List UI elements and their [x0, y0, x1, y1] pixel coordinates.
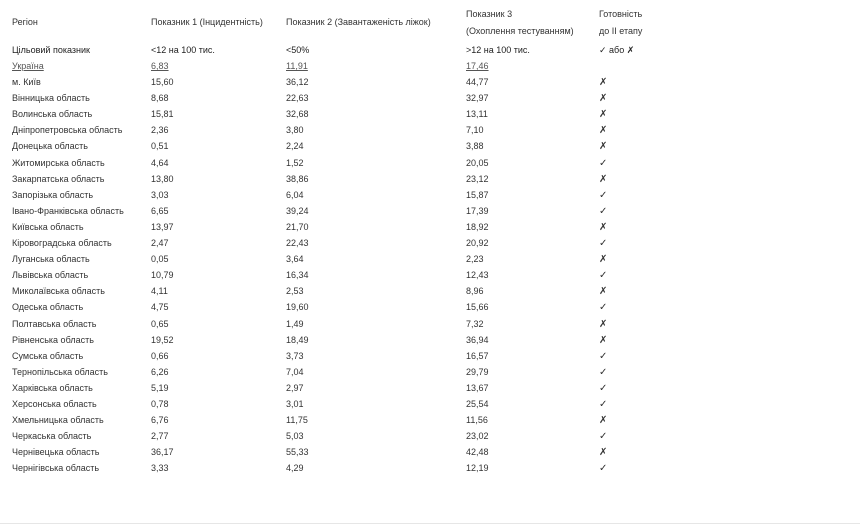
indicator-2-cell: 6,04 [286, 189, 304, 200]
header-row [12, 6, 672, 40]
header-indicator-3 [466, 6, 599, 40]
header-readiness-line1: Готовність [599, 9, 643, 19]
region-cell: Вінницька область [12, 93, 90, 104]
readiness-table [12, 6, 672, 477]
region-cell: Херсонська область [12, 398, 97, 409]
indicator-1-cell: 19,52 [151, 334, 174, 345]
indicator-3-cell: 12,43 [466, 270, 489, 281]
region-cell: Кіровоградська область [12, 238, 112, 249]
indicator-3-cell: 15,87 [466, 189, 489, 200]
indicator-2-cell: 21,70 [286, 221, 309, 232]
region-cell: Волинська область [12, 109, 93, 120]
region-cell: Хмельницька область [12, 415, 104, 426]
indicator-1-cell: 5,19 [151, 382, 169, 393]
indicator-3-cell: 36,94 [466, 334, 489, 345]
indicator-2-cell: 38,86 [286, 173, 309, 184]
header-indicator-2: Показник 2 (Завантаженість ліжок) [286, 17, 431, 27]
region-cell: Львівська область [12, 270, 89, 281]
readiness-mark: ✗ [599, 318, 608, 330]
indicator-2-cell: 1,52 [286, 157, 304, 168]
readiness-mark: ✓ [599, 382, 608, 394]
region-cell: Харківська область [12, 382, 93, 393]
readiness-mark: ✓ [599, 270, 608, 282]
national-indicator-1: 6,83 [151, 61, 169, 71]
readiness-mark: ✓ [599, 238, 608, 250]
table-row [12, 381, 672, 397]
indicator-2-cell: 16,34 [286, 270, 309, 281]
region-cell: Миколаївська область [12, 286, 105, 297]
indicator-1-cell: 6,65 [151, 205, 169, 216]
indicator-2-cell: 2,53 [286, 286, 304, 297]
indicator-3-cell: 2,23 [466, 254, 484, 265]
indicator-1-cell: 4,64 [151, 157, 169, 168]
table-row [12, 365, 672, 381]
region-cell: Житомирська область [12, 157, 105, 168]
indicator-3-cell: 20,05 [466, 157, 489, 168]
national-region: Україна [12, 61, 44, 71]
indicator-2-cell: 7,04 [286, 366, 304, 377]
indicator-1-cell: 13,97 [151, 221, 174, 232]
readiness-mark: ✗ [599, 447, 608, 459]
indicator-2-cell: 2,24 [286, 141, 304, 152]
readiness-mark: ✗ [599, 415, 608, 427]
table-row [12, 349, 672, 365]
indicator-1-cell: 36,17 [151, 447, 174, 458]
table-row [12, 236, 672, 252]
region-cell: Полтавська область [12, 318, 97, 329]
indicator-2-cell: 55,33 [286, 447, 309, 458]
indicator-3-cell: 13,67 [466, 382, 489, 393]
indicator-3-cell: 7,32 [466, 318, 484, 329]
indicator-2-cell: 19,60 [286, 302, 309, 313]
indicator-1-cell: 4,75 [151, 302, 169, 313]
national-indicator-2: 11,91 [286, 61, 308, 71]
region-cell: Сумська область [12, 350, 84, 361]
region-cell: Київська область [12, 221, 84, 232]
region-cell: Закарпатська область [12, 173, 105, 184]
indicator-1-cell: 3,03 [151, 189, 169, 200]
indicator-2-cell: 22,63 [286, 93, 309, 104]
indicator-3-cell: 23,12 [466, 173, 489, 184]
readiness-mark: ✗ [599, 334, 608, 346]
indicator-2-cell: 3,64 [286, 254, 304, 265]
national-indicator-3: 17,46 [466, 61, 489, 71]
region-cell: Дніпропетровська область [12, 125, 123, 136]
indicator-3-cell: 32,97 [466, 93, 489, 104]
table-row [12, 107, 672, 123]
readiness-mark: ✗ [599, 221, 608, 233]
table-row [12, 75, 672, 91]
readiness-mark: ✗ [599, 77, 608, 89]
region-cell: м. Київ [12, 77, 41, 88]
indicator-2-cell: 36,12 [286, 77, 309, 88]
table-row [12, 252, 672, 268]
table-row [12, 172, 672, 188]
table-row [12, 333, 672, 349]
indicator-2-cell: 5,03 [286, 431, 304, 442]
header-indicator-3-line1: Показник 3 [466, 9, 513, 19]
header-readiness-line2: до II етапу [599, 26, 643, 36]
target-indicator-2: <50% [286, 45, 310, 55]
indicator-3-cell: 16,57 [466, 350, 489, 361]
region-cell: Одеська область [12, 302, 84, 313]
indicator-1-cell: 0,66 [151, 350, 169, 361]
indicator-3-cell: 8,96 [466, 286, 484, 297]
region-cell: Запорізька область [12, 189, 94, 200]
indicator-1-cell: 0,65 [151, 318, 169, 329]
national-row [12, 59, 672, 75]
readiness-mark: ✗ [599, 109, 608, 121]
indicator-1-cell: 0,05 [151, 254, 169, 265]
readiness-mark: ✗ [599, 254, 608, 266]
indicator-3-cell: 17,39 [466, 205, 489, 216]
indicator-1-cell: 15,81 [151, 109, 174, 120]
indicator-3-cell: 25,54 [466, 398, 489, 409]
table-header [12, 6, 672, 59]
header-readiness [599, 6, 672, 40]
readiness-mark: ✓ [599, 350, 608, 362]
table-row [12, 429, 672, 445]
indicator-1-cell: 15,60 [151, 77, 174, 88]
readiness-mark: ✗ [599, 286, 608, 298]
table-row [12, 413, 672, 429]
target-readiness: ✓ або ✗ [599, 45, 635, 55]
table-container [12, 6, 672, 477]
national-readiness [599, 59, 672, 75]
readiness-mark: ✓ [599, 157, 608, 169]
indicator-2-cell: 2,97 [286, 382, 304, 393]
indicator-2-cell: 3,73 [286, 350, 304, 361]
header-indicator-1: Показник 1 (Інцидентність) [151, 17, 263, 27]
target-label: Цільовий показник [12, 45, 90, 55]
header-indicator-3-line2: (Охоплення тестуванням) [466, 26, 574, 36]
region-cell: Івано-Франківська область [12, 205, 124, 216]
indicator-1-cell: 0,51 [151, 141, 169, 152]
indicator-3-cell: 44,77 [466, 77, 489, 88]
indicator-1-cell: 4,11 [151, 286, 168, 297]
indicator-1-cell: 3,33 [151, 463, 169, 474]
readiness-mark: ✗ [599, 93, 608, 105]
readiness-mark: ✓ [599, 398, 608, 410]
indicator-2-cell: 32,68 [286, 109, 309, 120]
indicator-1-cell: 8,68 [151, 93, 169, 104]
table-row [12, 461, 672, 477]
indicator-1-cell: 6,76 [151, 415, 169, 426]
indicator-3-cell: 13,11 [466, 109, 488, 120]
target-row [12, 40, 672, 59]
indicator-1-cell: 0,78 [151, 398, 169, 409]
indicator-3-cell: 3,88 [466, 141, 484, 152]
indicator-2-cell: 4,29 [286, 463, 304, 474]
readiness-mark: ✓ [599, 189, 608, 201]
indicator-1-cell: 2,36 [151, 125, 169, 136]
region-cell: Рівненська область [12, 334, 94, 345]
table-row [12, 188, 672, 204]
readiness-mark: ✓ [599, 366, 608, 378]
indicator-3-cell: 18,92 [466, 221, 489, 232]
table-row [12, 268, 672, 284]
table-row [12, 156, 672, 172]
indicator-3-cell: 20,92 [466, 238, 489, 249]
table-row [12, 317, 672, 333]
indicator-1-cell: 13,80 [151, 173, 174, 184]
readiness-mark: ✓ [599, 463, 608, 475]
indicator-2-cell: 22,43 [286, 238, 309, 249]
region-cell: Тернопільська область [12, 366, 108, 377]
readiness-mark: ✗ [599, 173, 608, 185]
readiness-mark: ✓ [599, 302, 608, 314]
table-row [12, 300, 672, 316]
indicator-2-cell: 11,75 [286, 415, 308, 426]
readiness-mark: ✓ [599, 205, 608, 217]
table-row [12, 204, 672, 220]
table-row [12, 91, 672, 107]
readiness-mark: ✗ [599, 141, 608, 153]
target-indicator-1: <12 на 100 тис. [151, 45, 215, 55]
indicator-3-cell: 11,56 [466, 415, 488, 426]
readiness-mark: ✗ [599, 125, 608, 137]
region-cell: Черкаська область [12, 431, 92, 442]
indicator-1-cell: 2,47 [151, 238, 169, 249]
indicator-2-cell: 3,80 [286, 125, 304, 136]
table-body [12, 59, 672, 477]
indicator-3-cell: 15,66 [466, 302, 489, 313]
indicator-3-cell: 29,79 [466, 366, 489, 377]
region-cell: Чернівецька область [12, 447, 100, 458]
indicator-2-cell: 3,01 [286, 398, 304, 409]
indicator-3-cell: 7,10 [466, 125, 484, 136]
target-indicator-3: >12 на 100 тис. [466, 45, 530, 55]
region-cell: Чернігівська область [12, 463, 100, 474]
indicator-1-cell: 2,77 [151, 431, 169, 442]
indicator-1-cell: 10,79 [151, 270, 174, 281]
header-region: Регіон [12, 17, 38, 27]
region-cell: Донецька область [12, 141, 88, 152]
table-row [12, 123, 672, 139]
indicator-3-cell: 12,19 [466, 463, 489, 474]
table-row [12, 139, 672, 155]
region-cell: Луганська область [12, 254, 90, 265]
table-row [12, 220, 672, 236]
indicator-1-cell: 6,26 [151, 366, 169, 377]
indicator-3-cell: 42,48 [466, 447, 489, 458]
bottom-divider [0, 523, 860, 524]
readiness-mark: ✓ [599, 431, 608, 443]
indicator-2-cell: 1,49 [286, 318, 304, 329]
table-row [12, 397, 672, 413]
indicator-2-cell: 39,24 [286, 205, 309, 216]
indicator-2-cell: 18,49 [286, 334, 309, 345]
table-row [12, 445, 672, 461]
indicator-3-cell: 23,02 [466, 431, 489, 442]
table-row [12, 284, 672, 300]
